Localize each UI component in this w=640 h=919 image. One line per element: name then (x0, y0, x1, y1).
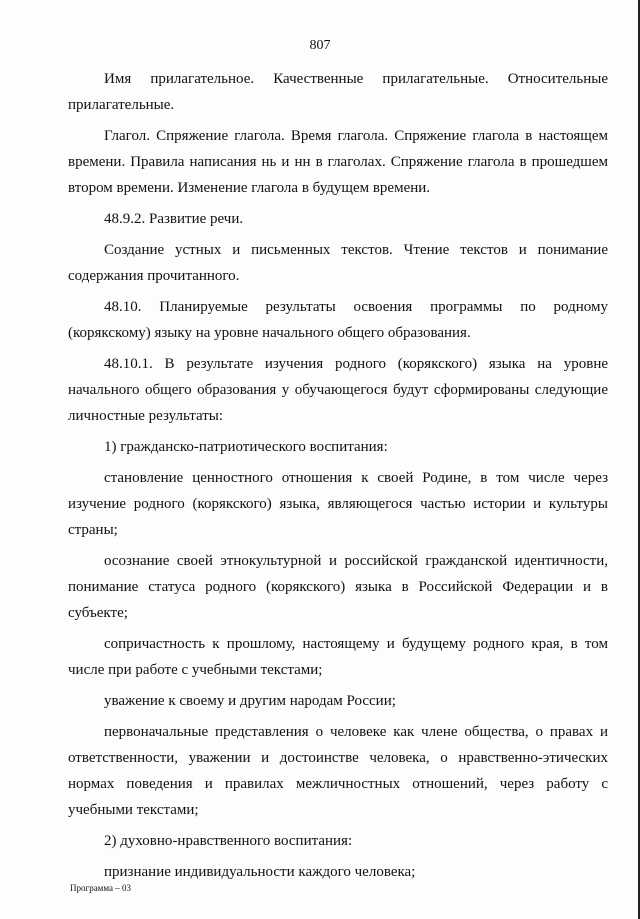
paragraph-moral-heading: 2) духовно-нравственного воспитания: (104, 833, 353, 849)
paragraph-adjective: Имя прилагательное. Качественные прилагательные. Относительные прилагательные. (68, 71, 608, 113)
page-number: 807 (309, 38, 331, 53)
paragraph-moral-item-1: признание индивидуальности каждого человека; (104, 864, 416, 880)
page-footer: Программа – 03 (70, 883, 132, 893)
paragraph-text-creation: Создание устных и письменных текстов. Чтение текстов и понимание содержания прочитанного. (68, 242, 608, 284)
paragraph-civic-item-5: первоначальные представления о человеке как члене общества, о правах и ответственности, уважении и достоинстве человека, о нравственно-этических нормах поведения и правилах межличностных отношений, через работу с учебными текстами; (68, 724, 608, 818)
paragraph-verb: Глагол. Спряжение глагола. Время глагола. Спряжение глагола в настоящем времени. Правила написания нь и нн в глаголах. Спряжение глагола в прошедшем втором времени. Изменение глагола в будущем времени. (68, 128, 608, 196)
paragraph-section-48-10-1: 48.10.1. В результате изучения родного (корякского) языка на уровне начального общего образования у обучающегося будут сформированы следующие личностные результаты: (68, 356, 608, 424)
paragraph-civic-item-3: сопричастность к прошлому, настоящему и будущему родного края, в том числе при работе с учебными текстами; (68, 636, 608, 678)
paragraph-civic-item-4: уважение к своему и другим народам России; (104, 693, 396, 709)
paragraph-civic-item-1: становление ценностного отношения к своей Родине, в том числе через изучение родного (корякского) языка, являющегося частью истории и культуры страны; (68, 470, 608, 538)
document-body (68, 66, 608, 890)
paragraph-section-48-9-2: 48.9.2. Развитие речи. (104, 211, 244, 227)
paragraph-civic-heading: 1) гражданско-патриотического воспитания: (104, 439, 388, 455)
paragraph-civic-item-2: осознание своей этнокультурной и российской гражданской идентичности, понимание статуса родного (корякского) языка в Российской Федерации и в субъекте; (68, 553, 608, 621)
paragraph-section-48-10: 48.10. Планируемые результаты освоения программы по родному (корякскому) языку на уровне начального общего образования. (68, 299, 608, 341)
